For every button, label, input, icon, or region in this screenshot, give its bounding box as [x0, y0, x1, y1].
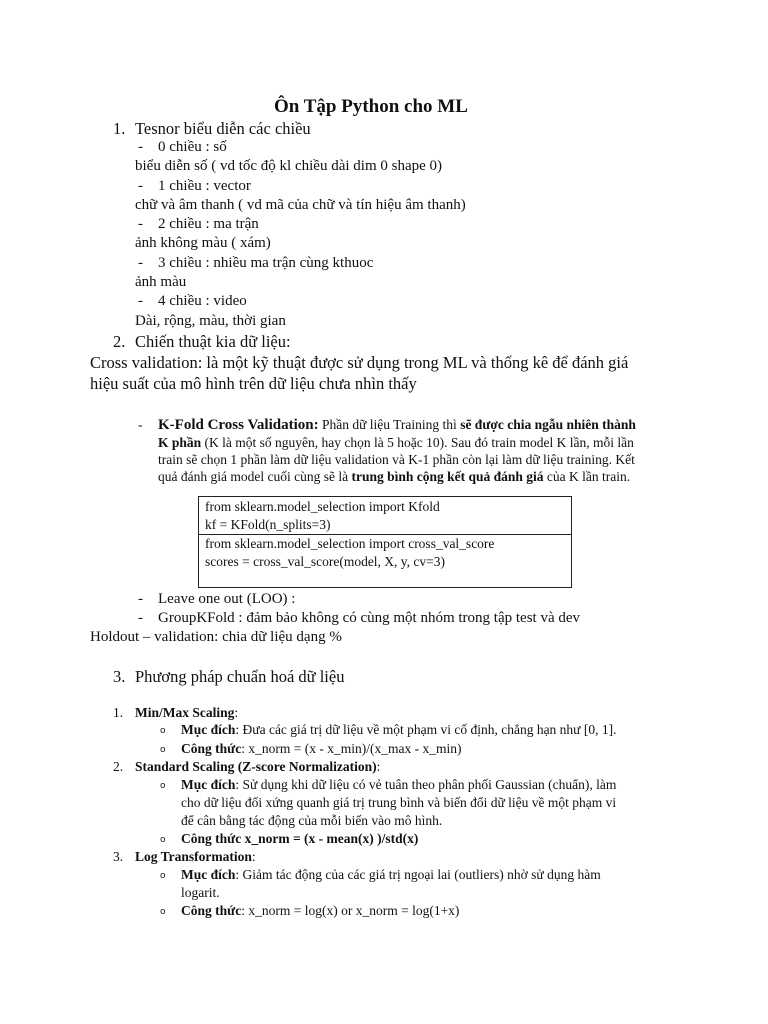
kfold-line-3: train sẽ chọn 1 phần làm dữ liệu validation và K-1 phần còn lại làm dữ liệu training. Kết	[158, 452, 635, 467]
list-item-desc: biểu diễn số ( vd tốc độ kl chiều dài dim 0 shape 0)	[135, 158, 443, 174]
kfold-term: K-Fold Cross Validation:	[158, 417, 319, 433]
list-item-desc: Dài, rộng, màu, thời gian	[135, 313, 286, 329]
code-box	[198, 496, 572, 588]
list-item-desc: chữ và âm thanh ( vd mã của chữ và tín hiệu âm thanh)	[135, 197, 466, 213]
circle-bullet-icon: o	[160, 745, 166, 755]
list-item-label: 3 chiều : nhiều ma trận cùng kthuoc	[158, 255, 374, 271]
code-line: kf = KFold(n_splits=3)	[205, 517, 331, 532]
method-1-purpose: Mục đích: Đưa các giá trị dữ liệu về một phạm vi cố định, chẳng hạn như [0, 1].	[181, 722, 617, 737]
method-2-purpose-line-2: cho dữ liệu đối xứng quanh giá trị trung bình và biến đổi dữ liệu về một phạm vi	[181, 795, 617, 810]
kfold-line-4: quả đánh giá model cuối cùng sẽ là trung bình cộng kết quả đánh giá của K lần train.	[158, 469, 631, 484]
dash: -	[138, 591, 143, 607]
dash: -	[138, 417, 143, 432]
list-item-label: 4 chiều : video	[158, 293, 247, 309]
section-3-heading: Phương pháp chuẩn hoá dữ liệu	[135, 667, 345, 686]
method-3-title: Log Transformation:	[135, 849, 256, 864]
kfold-line-1: K-Fold Cross Validation: Phần dữ liệu Training thì sẽ được chia ngẫu nhiên thành	[158, 417, 636, 433]
section-2-number: 2.	[113, 332, 126, 351]
list-item-label: 1 chiều : vector	[158, 178, 251, 194]
method-2-title: Standard Scaling (Z-score Normalization):	[135, 759, 381, 774]
method-1-number: 1.	[113, 705, 124, 720]
dash: -	[138, 216, 143, 232]
method-1-title: Min/Max Scaling:	[135, 705, 239, 720]
code-line: scores = cross_val_score(model, X, y, cv=3)	[205, 554, 446, 569]
kfold-line-2: K phần (K là một số nguyên, hay chọn là 5 hoặc 10). Sau đó train model K lần, mỗi lần	[158, 435, 634, 450]
section-1-number: 1.	[113, 119, 126, 138]
list-item-label: 0 chiều : số	[158, 139, 227, 155]
circle-bullet-icon: o	[160, 835, 166, 845]
cross-validation-line-1: Cross validation: là một kỹ thuật được sử dụng trong ML và thống kê để đánh giá	[90, 353, 629, 372]
section-2-heading: Chiến thuật kia dữ liệu:	[135, 332, 291, 351]
circle-bullet-icon: o	[160, 871, 166, 881]
dash: -	[138, 293, 143, 309]
section-3-number: 3.	[113, 667, 126, 686]
circle-bullet-icon: o	[160, 907, 166, 917]
dash: -	[138, 255, 143, 271]
circle-bullet-icon: o	[160, 781, 166, 791]
method-1-formula: Công thức: x_norm = (x - x_min)/(x_max - x_min)	[181, 741, 462, 756]
method-3-formula: Công thức: x_norm = log(x) or x_norm = log(1+x)	[181, 903, 460, 918]
group-kfold: GroupKFold : đảm bảo không có cùng một nhóm trong tập test và dev	[158, 610, 581, 626]
method-2-purpose: Mục đích: Sử dụng khi dữ liệu có vẻ tuân theo phân phối Gaussian (chuẩn), làm	[181, 777, 617, 792]
method-3-number: 3.	[113, 849, 124, 864]
method-2-number: 2.	[113, 759, 124, 774]
leave-one-out: Leave one out (LOO) :	[158, 591, 296, 607]
dash: -	[138, 610, 143, 626]
page-title: Ôn Tập Python cho ML	[274, 96, 468, 117]
section-1-heading: Tesnor biểu diễn các chiều	[135, 119, 311, 138]
method-2-formula: Công thức x_norm = (x - mean(x) )/std(x)	[181, 831, 419, 846]
circle-bullet-icon: o	[160, 726, 166, 736]
list-item-desc: ảnh màu	[135, 274, 187, 290]
method-3-purpose-line-2: logarit.	[181, 885, 220, 900]
list-item-label: 2 chiều : ma trận	[158, 216, 259, 232]
dash: -	[138, 178, 143, 194]
code-line: from sklearn.model_selection import Kfold	[205, 499, 440, 514]
holdout-validation: Holdout – validation: chia dữ liệu dạng %	[90, 629, 342, 645]
cross-validation-line-2: hiệu suất của mô hình trên dữ liệu chưa nhìn thấy	[90, 374, 417, 393]
dash: -	[138, 139, 143, 155]
list-item-desc: ảnh không màu ( xám)	[135, 235, 271, 251]
method-2-purpose-line-3: để cân bằng tác động của mỗi biến vào mô hình.	[181, 813, 443, 828]
code-line: from sklearn.model_selection import cross_val_score	[205, 536, 495, 551]
method-3-purpose: Mục đích: Giảm tác động của các giá trị ngoại lai (outliers) nhờ sử dụng hàm	[181, 867, 601, 882]
